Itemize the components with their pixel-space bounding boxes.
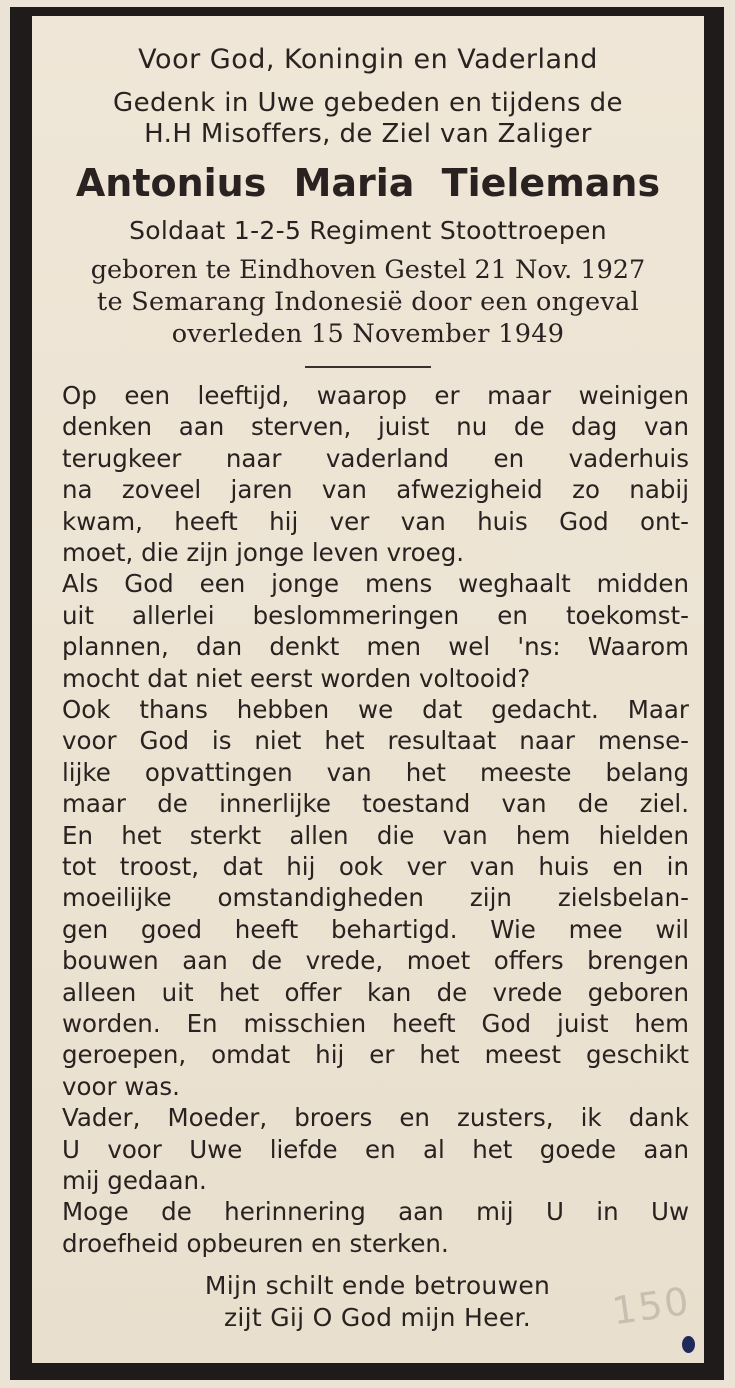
closing-line-2: zijt Gij O God mijn Heer. — [223, 1303, 532, 1332]
ink-dot — [682, 1336, 695, 1353]
body-line: droefheid opbeuren en sterken. — [62, 1228, 449, 1258]
motto: Voor God, Koningin en Vaderland — [138, 44, 598, 75]
body-line: U voor Uwe liefde en al het goede aan — [62, 1134, 689, 1164]
birth-line: geboren te Eindhoven Gestel 21 Nov. 1927 — [90, 255, 646, 285]
body-line: maar de innerlijke toestand van de ziel. — [62, 789, 689, 819]
body-line: tot troost, dat hij ook ver van huis en in — [62, 852, 689, 881]
body-line: denken aan sterven, juist nu de dag van — [62, 412, 689, 442]
body-line: uit allerlei beslommeringen en toekomst- — [62, 600, 689, 630]
body-line: geroepen, omdat hij er het meest geschikt — [62, 1040, 689, 1070]
deceased-name: Antonius Maria Tielemans — [75, 161, 661, 205]
body-line: mij gedaan. — [62, 1166, 207, 1195]
body-line: voor was. — [62, 1071, 180, 1101]
body-line: Vader, Moeder, broers en zusters, ik dank — [62, 1103, 689, 1133]
body-line: lijke opvattingen van het meeste belang — [62, 757, 689, 787]
divider-rule — [305, 366, 431, 368]
closing-line-1: Mijn schilt ende betrouwen — [204, 1271, 551, 1300]
death-place-line: te Semarang Indonesië door een ongeval — [96, 287, 640, 317]
body-line: terugkeer naar vaderland en vaderhuis — [62, 443, 689, 473]
military-rank: Soldaat 1-2-5 Regiment Stoottroepen — [129, 216, 607, 245]
body-line: gen goed heeft behartigd. Wie mee wil — [62, 914, 689, 944]
body-line: voor God is niet het resultaat naar mense- — [62, 726, 689, 756]
prayer-line-1: Gedenk in Uwe gebeden en tijdens de — [113, 88, 623, 118]
body-line: na zoveel jaren van afwezigheid zo nabij — [62, 475, 689, 505]
body-line: bouwen aan de vrede, moet offers brengen — [62, 946, 689, 976]
body-line: alleen uit het offer kan de vrede geboren — [62, 977, 689, 1007]
body-line: mocht dat niet eerst worden voltooid? — [62, 663, 531, 693]
pencil-annotation: 150 — [609, 1278, 694, 1334]
body-line: Als God een jonge mens weghaalt midden — [62, 569, 689, 599]
body-line: Moge de herinnering aan mij U in Uw — [62, 1197, 689, 1227]
body-line: Op een leeftijd, waarop er maar weinigen — [62, 381, 689, 410]
body-line: moet, die zijn jonge leven vroeg. — [62, 538, 465, 567]
body-line: Ook thans hebben we dat gedacht. Maar — [62, 695, 689, 724]
body-line: plannen, dan denkt men wel 'ns: Waarom — [62, 632, 689, 662]
prayer-line-2: H.H Misoffers, de Ziel van Zaliger — [144, 119, 592, 149]
body-line: moeilijke omstandigheden zijn zielsbelan- — [62, 883, 689, 913]
body-line: worden. En misschien heeft God juist hem — [62, 1009, 689, 1038]
body-line: En het sterkt allen die van hem hielden — [62, 820, 689, 850]
death-date-line: overleden 15 November 1949 — [171, 319, 565, 349]
body-line: kwam, heeft hij ver van huis God ont- — [62, 506, 689, 536]
